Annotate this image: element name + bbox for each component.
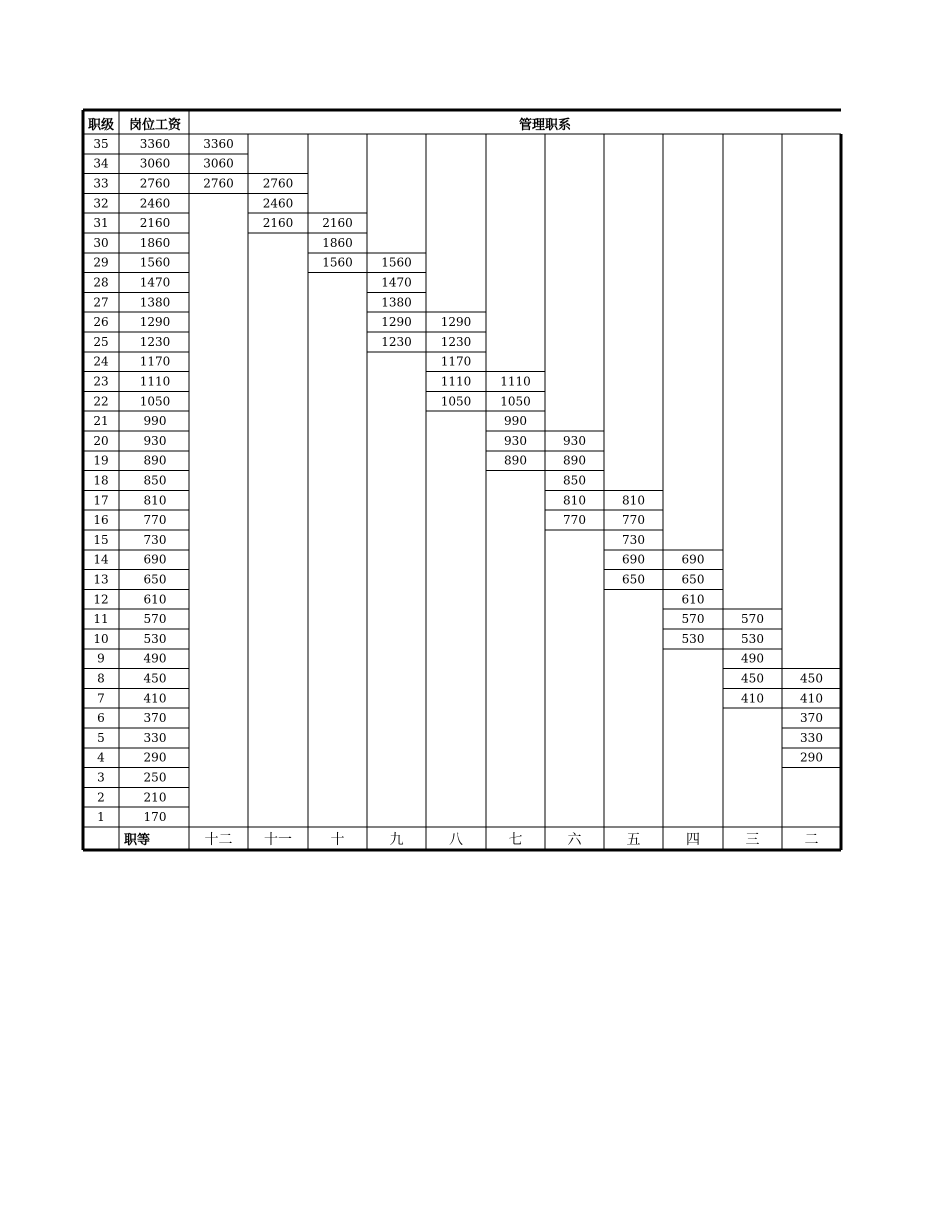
wage-value: 690: [143, 552, 167, 567]
grade-cell-value: 2160: [262, 216, 294, 231]
level-number: 5: [97, 730, 105, 745]
grade-cell-value: 1560: [381, 255, 412, 270]
grade-cell-value: 1110: [500, 374, 531, 389]
wage-value: 990: [143, 414, 167, 429]
wage-value: 370: [143, 711, 167, 726]
level-number: 2: [97, 790, 105, 805]
level-number: 13: [93, 572, 109, 587]
grade-cell-value: 410: [800, 691, 823, 706]
grade-cell-value: 1860: [322, 235, 353, 250]
wage-value: 2460: [139, 196, 171, 211]
grade-cell-value: 2760: [203, 176, 234, 191]
wage-value: 1230: [139, 334, 171, 349]
grade-cell-value: 450: [741, 671, 764, 686]
table-grid-lines: [83, 110, 841, 850]
grade-cell-value: 610: [681, 592, 705, 607]
grade-cell-value: 990: [504, 414, 527, 429]
level-number: 27: [93, 295, 109, 310]
grade-cell-value: 810: [563, 493, 586, 508]
grade-label: 六: [567, 832, 582, 848]
level-number: 16: [93, 513, 109, 528]
level-number: 11: [93, 612, 109, 627]
grade-cell-value: 1050: [500, 394, 531, 409]
grade-cell-value: 1560: [322, 255, 353, 270]
grade-cell-value: 290: [800, 750, 823, 765]
grade-cell-value: 1110: [440, 374, 472, 389]
grade-cell-value: 930: [563, 433, 586, 448]
wage-value: 1110: [139, 374, 171, 389]
level-number: 24: [93, 354, 109, 369]
grade-cell-value: 690: [622, 552, 645, 567]
grade-label: 八: [449, 832, 463, 848]
grade-cell-value: 650: [681, 572, 705, 587]
header-level-label: 职级: [87, 118, 115, 133]
grade-cell-value: 1230: [381, 334, 412, 349]
grade-cell-value: 370: [800, 711, 823, 726]
grade-cell-value: 530: [681, 631, 705, 646]
table-rows: [93, 137, 170, 824]
grade-cell-value: 770: [622, 513, 645, 528]
level-number: 32: [93, 196, 109, 211]
grade-cell-value: 1290: [381, 315, 412, 330]
wage-value: 210: [143, 790, 167, 805]
level-number: 28: [93, 275, 109, 290]
wage-value: 1170: [139, 354, 171, 369]
wage-value: 530: [143, 631, 167, 646]
level-number: 4: [97, 750, 105, 765]
level-number: 26: [93, 315, 109, 330]
level-number: 19: [93, 453, 109, 468]
wage-value: 1470: [139, 275, 171, 290]
grade-cell-value: 770: [563, 513, 586, 528]
grade-cell-value: 890: [504, 453, 527, 468]
level-number: 34: [93, 156, 109, 171]
grade-cell-value: 1050: [440, 394, 472, 409]
grade-label: 七: [508, 832, 523, 848]
grade-cell-value: 2160: [322, 216, 353, 231]
grade-cell-value: 730: [622, 532, 645, 547]
wage-value: 570: [143, 612, 167, 627]
grade-cell-value: 570: [681, 612, 705, 627]
grade-cell-value: 690: [681, 552, 705, 567]
grade-cell-value: 1170: [440, 354, 472, 369]
wage-value: 810: [143, 493, 167, 508]
grade-cell-value: 570: [741, 612, 764, 627]
grade-label: 十: [330, 832, 345, 848]
header-wage-label: 岗位工资: [128, 118, 182, 133]
level-number: 25: [93, 334, 109, 349]
grade-label: 三: [745, 832, 760, 848]
wage-value: 850: [143, 473, 167, 488]
grade-cell-value: 1470: [381, 275, 412, 290]
grade-cell-value: 1290: [440, 315, 472, 330]
grade-label: 九: [389, 832, 404, 848]
level-number: 3: [97, 770, 105, 785]
grade-cell-value: 490: [741, 651, 764, 666]
wage-value: 610: [143, 592, 167, 607]
grade-cell-value: 410: [741, 691, 764, 706]
level-number: 33: [93, 176, 109, 191]
grade-cell-value: 2460: [262, 196, 294, 211]
grade-cell-value: 3060: [203, 156, 234, 171]
level-number: 31: [93, 216, 109, 231]
wage-value: 490: [143, 651, 167, 666]
wage-value: 3360: [139, 136, 171, 151]
level-number: 23: [93, 374, 109, 389]
wage-value: 330: [143, 730, 167, 745]
level-number: 14: [93, 552, 109, 567]
wage-value: 170: [143, 810, 167, 825]
level-number: 1: [97, 810, 105, 825]
level-number: 9: [97, 651, 105, 666]
level-number: 20: [93, 433, 109, 448]
level-number: 35: [93, 136, 109, 151]
wage-value: 2160: [139, 216, 171, 231]
level-number: 18: [93, 473, 109, 488]
grade-label: 十二: [204, 832, 233, 848]
wage-value: 890: [143, 453, 167, 468]
grade-cell-value: 1380: [381, 295, 412, 310]
wage-value: 3060: [139, 156, 171, 171]
level-number: 8: [97, 671, 105, 686]
wage-value: 290: [143, 750, 167, 765]
wage-value: 930: [143, 433, 167, 448]
header-group-label: 管理职系: [518, 118, 572, 133]
grade-label: 五: [626, 832, 641, 848]
level-number: 10: [93, 631, 109, 646]
grade-cell-value: 930: [504, 433, 527, 448]
wage-value: 250: [143, 770, 167, 785]
level-number: 17: [93, 493, 109, 508]
level-number: 7: [97, 691, 105, 706]
level-number: 6: [97, 711, 105, 726]
level-number: 30: [93, 235, 109, 250]
wage-value: 770: [143, 513, 167, 528]
level-number: 12: [93, 592, 109, 607]
grade-cell-value: 450: [800, 671, 823, 686]
grade-cell-value: 650: [622, 572, 645, 587]
grade-cell-value: 890: [563, 453, 586, 468]
grade-label: 二: [804, 832, 819, 848]
wage-value: 1860: [139, 235, 171, 250]
grade-label: 十一: [264, 832, 292, 848]
wage-value: 730: [143, 532, 167, 547]
level-number: 21: [93, 414, 109, 429]
wage-value: 650: [143, 572, 167, 587]
wage-value: 1050: [139, 394, 171, 409]
wage-value: 410: [143, 691, 167, 706]
level-number: 22: [93, 394, 109, 409]
grade-cell-value: 1230: [440, 334, 472, 349]
wage-value: 2760: [139, 176, 171, 191]
wage-value: 1290: [139, 315, 171, 330]
footer-grade-label: 职等: [123, 833, 151, 848]
grade-cell-value: 3360: [203, 136, 234, 151]
wage-value: 1380: [139, 295, 171, 310]
grade-cell-value: 330: [800, 730, 823, 745]
level-number: 29: [93, 255, 109, 270]
grade-cell-value: 2760: [262, 176, 294, 191]
footer-grades: [205, 832, 819, 848]
wage-value: 450: [143, 671, 167, 686]
grade-cell-value: 810: [622, 493, 645, 508]
grade-cell-value: 530: [741, 631, 764, 646]
wage-value: 1560: [139, 255, 171, 270]
grade-label: 四: [686, 832, 700, 848]
level-number: 15: [93, 532, 109, 547]
grade-cell-value: 850: [563, 473, 586, 488]
